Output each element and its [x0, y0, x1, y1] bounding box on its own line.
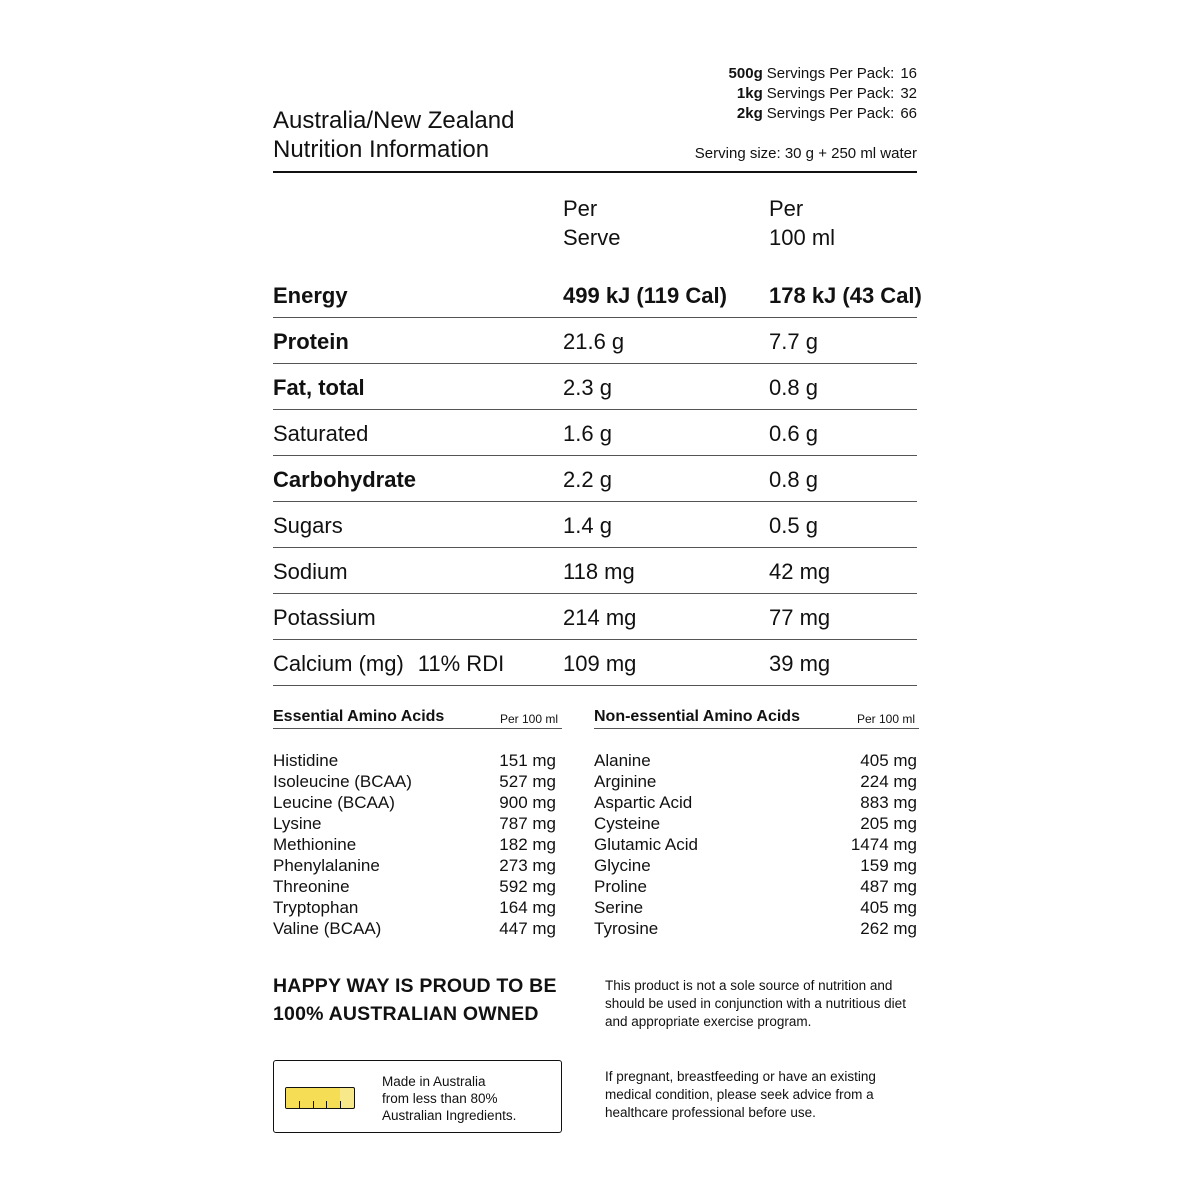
amino-acid-name: Histidine	[273, 751, 339, 770]
amino-acid-value: 405 mg	[860, 898, 917, 917]
bar-tick	[299, 1101, 300, 1108]
bar-tick	[326, 1101, 327, 1108]
amino-acid-name: Lysine	[273, 814, 322, 833]
made-in-australia-text	[382, 1073, 516, 1124]
amino-acid-row	[594, 750, 917, 771]
servings-value: 16	[900, 65, 917, 82]
essential-amino-header	[273, 708, 562, 729]
bar-tick	[340, 1101, 341, 1108]
essential-amino-title: Essential Amino Acids	[273, 708, 445, 725]
column-header-per-serve	[563, 194, 620, 252]
amino-acid-name: Valine (BCAA)	[273, 919, 382, 938]
per-100-value: 0.8 g	[769, 375, 818, 400]
servings-label: Servings Per Pack:	[766, 65, 895, 82]
servings-per-pack	[729, 64, 917, 124]
amino-acid-name: Phenylalanine	[273, 856, 380, 875]
nutrient-label: Fat, total	[273, 375, 365, 400]
serving-size: Serving size: 30 g + 250 ml water	[694, 145, 917, 162]
amino-acid-name: Methionine	[273, 835, 357, 854]
amino-acid-row	[273, 876, 556, 897]
panel-title	[273, 106, 514, 164]
per-100-value: 77 mg	[769, 605, 831, 630]
pack-size: 500g	[728, 65, 763, 82]
pack-size: 2kg	[736, 105, 763, 122]
made-line-1: Made in Australia	[382, 1074, 486, 1089]
amino-acid-row	[594, 876, 917, 897]
amino-acid-row	[273, 771, 556, 792]
nutrient-row-saturated	[273, 409, 917, 456]
amino-acid-row	[594, 918, 917, 939]
per-serve-value: 2.3 g	[563, 375, 612, 400]
nutrient-label: Sugars	[273, 513, 343, 538]
servings-line	[729, 64, 917, 84]
medical-disclaimer: If pregnant, breastfeeding or have an existing medical condition, please seek advice from a healthcare professional before use.	[605, 1069, 876, 1120]
amino-acid-value: 205 mg	[860, 814, 917, 833]
amino-acid-value: 182 mg	[499, 835, 556, 854]
per-100-line-1: Per	[769, 196, 804, 221]
nutrient-row-protein	[273, 317, 917, 364]
made-line-2: from less than 80%	[382, 1091, 498, 1106]
amino-acid-value: 883 mg	[860, 793, 917, 812]
amino-acid-value: 787 mg	[499, 814, 556, 833]
pack-size: 1kg	[736, 85, 763, 102]
amino-acid-row	[273, 813, 556, 834]
australian-owned-statement	[273, 972, 557, 1028]
amino-acid-value: 273 mg	[499, 856, 556, 875]
amino-acid-row	[594, 855, 917, 876]
amino-acid-name: Alanine	[594, 751, 651, 770]
amino-acid-row	[273, 855, 556, 876]
nutrient-row-sodium	[273, 547, 917, 594]
amino-acid-name: Threonine	[273, 877, 350, 896]
per-serve-value: 118 mg	[563, 559, 635, 584]
nutrient-label: Carbohydrate	[273, 467, 417, 492]
nutrient-row-carbohydrate	[273, 455, 917, 502]
per-100-value: 0.5 g	[769, 513, 818, 538]
amino-acid-row	[594, 897, 917, 918]
per-100-value: 0.8 g	[769, 467, 818, 492]
per-100-line-2: 100 ml	[769, 225, 836, 250]
ingredient-bar-graph	[285, 1087, 355, 1109]
per-serve-line-1: Per	[563, 196, 598, 221]
amino-acid-value: 159 mg	[860, 856, 917, 875]
amino-acid-row	[273, 792, 556, 813]
non-essential-amino-per: Per 100 ml	[856, 712, 915, 726]
nutrient-label: Sodium	[273, 559, 348, 584]
header-divider	[273, 171, 917, 173]
servings-label: Servings Per Pack:	[766, 85, 895, 102]
bar-tick	[313, 1101, 314, 1108]
servings-value: 32	[900, 85, 917, 102]
nutrient-label: Saturated	[273, 421, 369, 446]
nutrient-label: Calcium (mg)	[273, 651, 404, 676]
amino-acid-name: Isoleucine (BCAA)	[273, 772, 412, 791]
amino-acid-row	[594, 813, 917, 834]
amino-acid-name: Tyrosine	[594, 919, 659, 938]
per-serve-line-2: Serve	[563, 225, 621, 250]
per-serve-value: 499 kJ (119 Cal)	[563, 283, 727, 308]
per-100-value: 42 mg	[769, 559, 831, 584]
amino-acid-row	[273, 834, 556, 855]
servings-label: Servings Per Pack:	[766, 105, 895, 122]
amino-acid-name: Serine	[594, 898, 644, 917]
amino-acid-name: Glutamic Acid	[594, 835, 698, 854]
per-100-value: 178 kJ (43 Cal)	[769, 283, 922, 308]
amino-acid-value: 527 mg	[499, 772, 556, 791]
non-essential-amino-header	[594, 708, 919, 729]
proud-line-2: 100% AUSTRALIAN OWNED	[273, 1003, 539, 1025]
nutrient-label-group	[273, 651, 504, 677]
rdi-percentage: 11% RDI	[417, 651, 505, 676]
nutrient-row-potassium	[273, 593, 917, 640]
servings-line	[729, 84, 917, 104]
per-serve-value: 109 mg	[563, 651, 637, 676]
amino-acid-row	[273, 897, 556, 918]
essential-amino-list	[273, 750, 556, 939]
per-serve-value: 21.6 g	[563, 329, 625, 354]
amino-acid-value: 151 mg	[499, 751, 556, 770]
made-in-australia-label	[273, 1060, 562, 1133]
nutrient-label: Protein	[273, 329, 349, 354]
amino-acid-name: Cysteine	[594, 814, 661, 833]
column-header-per-100ml	[769, 194, 835, 252]
essential-amino-per: Per 100 ml	[499, 712, 558, 726]
amino-acid-name: Glycine	[594, 856, 651, 875]
amino-acid-value: 224 mg	[860, 772, 917, 791]
per-serve-value: 214 mg	[563, 605, 637, 630]
amino-acid-value: 592 mg	[499, 877, 556, 896]
amino-acid-value: 405 mg	[860, 751, 917, 770]
made-line-3: Australian Ingredients.	[382, 1108, 517, 1123]
amino-acid-row	[594, 771, 917, 792]
title-line-2: Nutrition Information	[273, 136, 490, 163]
nutrient-row-fat	[273, 363, 917, 410]
per-serve-value: 1.4 g	[563, 513, 612, 538]
nutrient-row-energy	[273, 271, 922, 318]
amino-acid-name: Aspartic Acid	[594, 793, 693, 812]
per-100-value: 7.7 g	[769, 329, 818, 354]
per-100-value: 0.6 g	[769, 421, 818, 446]
per-serve-value: 1.6 g	[563, 421, 612, 446]
per-100-value: 39 mg	[769, 651, 831, 676]
amino-acid-value: 447 mg	[499, 919, 556, 938]
amino-acid-name: Leucine (BCAA)	[273, 793, 395, 812]
amino-acid-value: 487 mg	[860, 877, 917, 896]
per-serve-value: 2.2 g	[563, 467, 612, 492]
amino-acid-row	[273, 918, 556, 939]
amino-acid-row	[594, 792, 917, 813]
nutrition-disclaimer: This product is not a sole source of nutrition and should be used in conjunction with a nutritious diet and appropriate exercise program.	[605, 978, 906, 1029]
amino-acid-value: 262 mg	[860, 919, 917, 938]
amino-acid-name: Proline	[594, 877, 647, 896]
amino-acid-name: Tryptophan	[273, 898, 359, 917]
amino-acid-value: 1474 mg	[850, 835, 917, 854]
non-essential-amino-title: Non-essential Amino Acids	[594, 708, 800, 725]
nutrient-label: Potassium	[273, 605, 376, 630]
amino-acid-value: 164 mg	[499, 898, 556, 917]
nutrient-row-sugars	[273, 501, 917, 548]
amino-acid-row	[594, 834, 917, 855]
amino-acid-name: Arginine	[594, 772, 657, 791]
servings-line	[729, 104, 917, 124]
non-essential-amino-list	[594, 750, 917, 939]
amino-acid-row	[273, 750, 556, 771]
nutrient-label: Energy	[273, 283, 348, 308]
proud-line-1: HAPPY WAY IS PROUD TO BE	[273, 975, 557, 997]
title-line-1: Australia/New Zealand	[273, 107, 515, 134]
amino-acid-value: 900 mg	[499, 793, 556, 812]
nutrient-row-calcium	[273, 639, 917, 686]
servings-value: 66	[900, 105, 917, 122]
